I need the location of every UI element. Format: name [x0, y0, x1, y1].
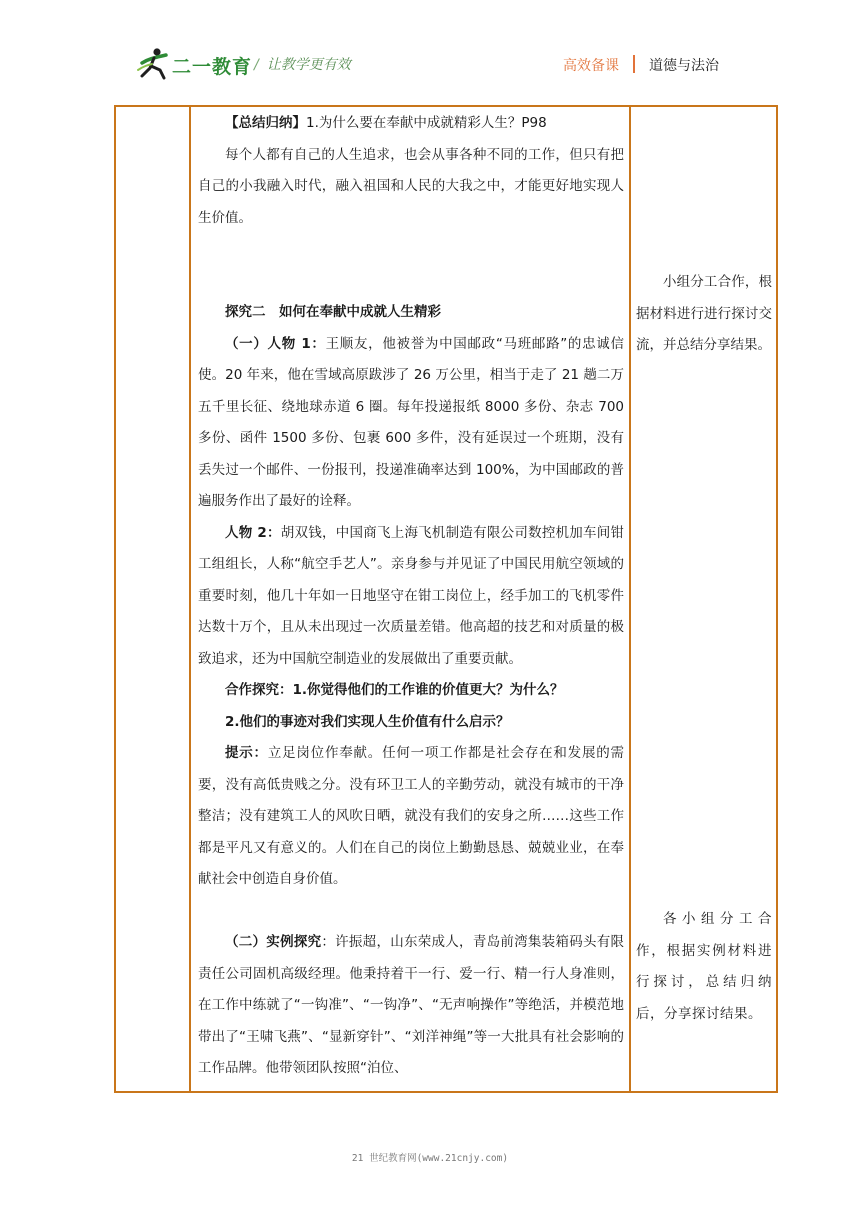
page-header: [0, 0, 860, 92]
column-divider-left: [189, 105, 191, 1093]
hint-paragraph: 提示：立足岗位作奉献。任何一项工作都是社会存在和发展的需要，没有高低贵贱之分。没有环卫工人的辛勤劳动，就没有城市的干净整洁；没有建筑工人的风吹日晒，就没有我们的安身之所……这些工作都是平凡又有意义的。人们在自己的岗位上勤勤恳恳、兢兢业业，在奉献社会中创造自身价值。: [198, 745, 625, 887]
page-footer: 21 世纪教育网(www.21cnjy.com): [351, 1153, 509, 1164]
activity-note-two: 各小组分工合作，根据实例材料进行探讨，总结归纳后，分享探讨结果。: [636, 911, 772, 1022]
slogan: [254, 54, 351, 74]
summary-text: 每个人都有自己的人生追求，也会从事各种不同的工作，但只有把自己的小我融入时代，融入祖国和人民的大我之中，才能更好地实现人生价值。: [198, 146, 624, 226]
running-figure-icon: [136, 46, 172, 80]
teaching-content-column: [198, 108, 624, 1085]
column-divider-right: [629, 105, 631, 1093]
course-tag: 高效备课: [563, 58, 619, 74]
summary-heading: 【总结归纳】1.为什么要在奉献中成就精彩人生？P98: [225, 115, 547, 131]
brand-logo: [136, 46, 266, 80]
subject-label: 道德与法治: [649, 58, 719, 74]
inquiry-two-title: 探究二 如何在奉献中成就人生精彩: [225, 304, 441, 320]
activity-note-one: 小组分工合作，根据材料进行进行探讨交流，并总结分享结果。: [636, 274, 772, 353]
person-two-paragraph: 人物 2：胡双钱，中国商飞上海飞机制造有限公司数控机加车间钳工组组长，人称“航空手艺人”。亲身参与并见证了中国民用航空领域的重要时刻，他几十年如一日地坚守在钳工岗位上，经手加工的飞机零件达数十万个，且从未出现过一次质量差错。他高超的技艺和对质量的极致追求，还为中国航空制造业的发展做出了重要贡献。: [198, 524, 625, 667]
slogan-text: 让教学更有效: [266, 57, 351, 73]
person-one-paragraph: （一）人物 1：王顺友，他被誉为中国邮政“马班邮路”的忠诚信使。20 年来，他在雪域高原跋涉了 26 万公里，相当于走了 21 趟二万五千里长征、绕地球赤道 6 圈。每年投递报纸 8000 多份、杂志 700 多份、函件 1500 多份、包裹 600 多件，没有延误过一个班期，没有丢失过一个邮件、一份报刊，投递准确率达到 100%，为中国邮政的普遍服务作出了最好的诠释。: [198, 335, 624, 509]
slogan-slash: /: [254, 57, 259, 73]
cooperative-question-two: 2.他们的事迹对我们实现人生价值有什么启示？: [225, 713, 510, 730]
logo-text: 二一教育: [172, 56, 253, 78]
cooperative-question-one: 合作探究：1.你觉得他们的工作谁的价值更大？为什么？: [225, 682, 564, 698]
case-study-paragraph: （二）实例探究：许振超，山东荣成人，青岛前湾集装箱码头有限责任公司固机高级经理。他秉持着干一行、爱一行、精一行人身准则，在工作中练就了“一钩准”、“一钩净”、“无声响操作”等绝活，并模范地带出了“王啸飞燕”、“显新穿针”、“刘洋神绳”等一大批具有社会影响的工作品牌。他带领团队按照“泊位、: [198, 934, 624, 1076]
header-divider: [633, 55, 635, 73]
